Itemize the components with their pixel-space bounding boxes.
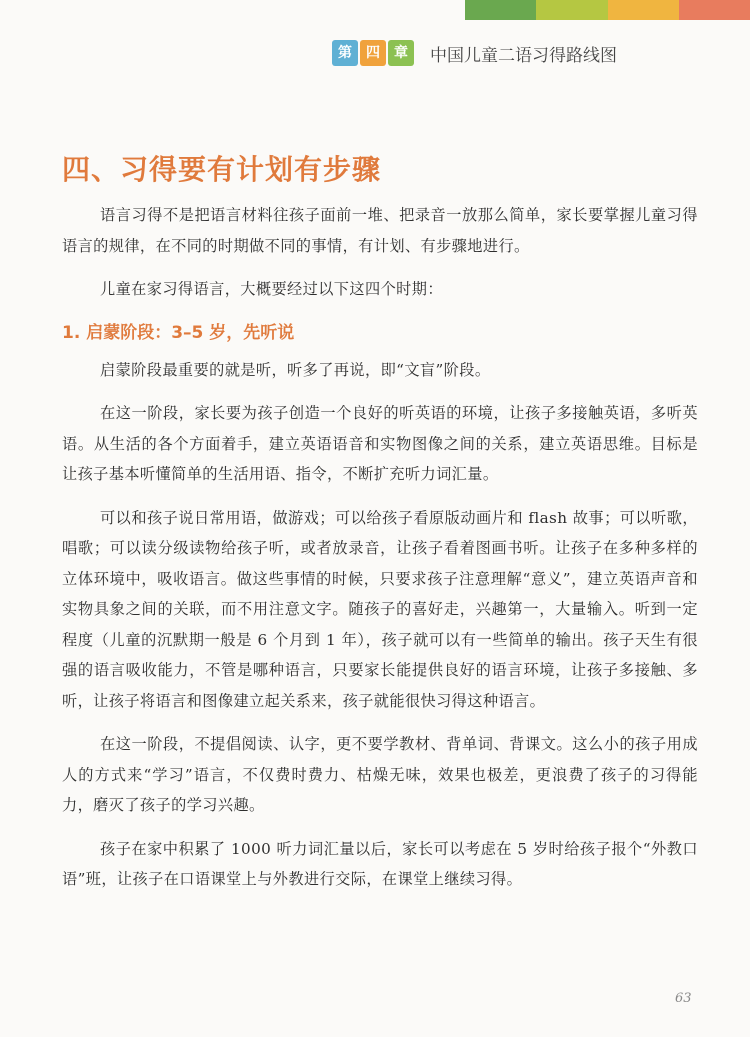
paragraph: 在这一阶段，家长要为孩子创造一个良好的听英语的环境，让孩子多接触英语，多听英语。从生活的各个方面着手，建立英语语音和实物图像之间的关系，建立英语思维。目标是让孩子基本听懂简单的生活用语、指令，不断扩充听力词汇量。 xyxy=(62,404,698,483)
paragraph: 可以和孩子说日常用语，做游戏；可以给孩子看原版动画片和 flash 故事；可以听歌，唱歌；可以读分级读物给孩子听，或者放录音，让孩子看着图画书听。让孩子在多种多样的立体环境中，吸收语言。做这些事情的时候，只要求孩子注意理解“意义”，建立英语声音和实物具象之间的关联，而不用注意文字。随孩子的喜好走，兴趣第一，大量输入。听到一定程度（儿童的沉默期一般是 6 个月到 1 年），孩子就可以有一些简单的输出。孩子天生有很强的语言吸收能力，不管是哪种语言，只要家长能提供良好的语言环境，让孩子多接触、多听，让孩子将语言和图像建立起关系来，孩子就能很快习得这种语言。 xyxy=(62,508,698,710)
chapter-badge xyxy=(332,40,416,66)
color-band-red xyxy=(679,0,750,20)
color-band xyxy=(465,0,750,20)
chapter-char-3: 章 xyxy=(388,40,414,66)
running-header xyxy=(332,40,617,66)
page-body xyxy=(62,200,698,908)
page-number: 63 xyxy=(675,991,692,1006)
paragraph: 孩子在家中积累了 1000 听力词汇量以后，家长可以考虑在 5 岁时给孩子报个“外教口语”班，让孩子在口语课堂上与外教进行交际，在课堂上继续习得。 xyxy=(62,839,698,888)
color-band-green xyxy=(465,0,536,20)
paragraph: 启蒙阶段最重要的就是听，听多了再说，即“文盲”阶段。 xyxy=(100,360,491,379)
chapter-char-1: 第 xyxy=(332,40,358,66)
color-band-orange xyxy=(608,0,679,20)
paragraph: 儿童在家习得语言，大概要经过以下这四个时期： xyxy=(100,280,443,298)
color-band-lime xyxy=(536,0,607,20)
paragraph: 在这一阶段，不提倡阅读、认字，更不要学教材、背单词、背课文。这么小的孩子用成人的方式来“学习”语言，不仅费时费力、枯燥无味，效果也极差，更浪费了孩子的习得能力，磨灭了孩子的学习兴趣。 xyxy=(62,735,698,814)
chapter-title: 中国儿童二语习得路线图 xyxy=(430,45,617,66)
paragraph: 语言习得不是把语言材料往孩子面前一堆、把录音一放那么简单，家长要掌握儿童习得语言的规律，在不同的时期做不同的事情，有计划、有步骤地进行。 xyxy=(62,206,698,255)
chapter-char-2: 四 xyxy=(360,40,386,66)
subheading: 1. 启蒙阶段：3–5 岁，先听说 xyxy=(62,322,295,343)
section-title: 四、习得要有计划有步骤 xyxy=(62,153,382,186)
